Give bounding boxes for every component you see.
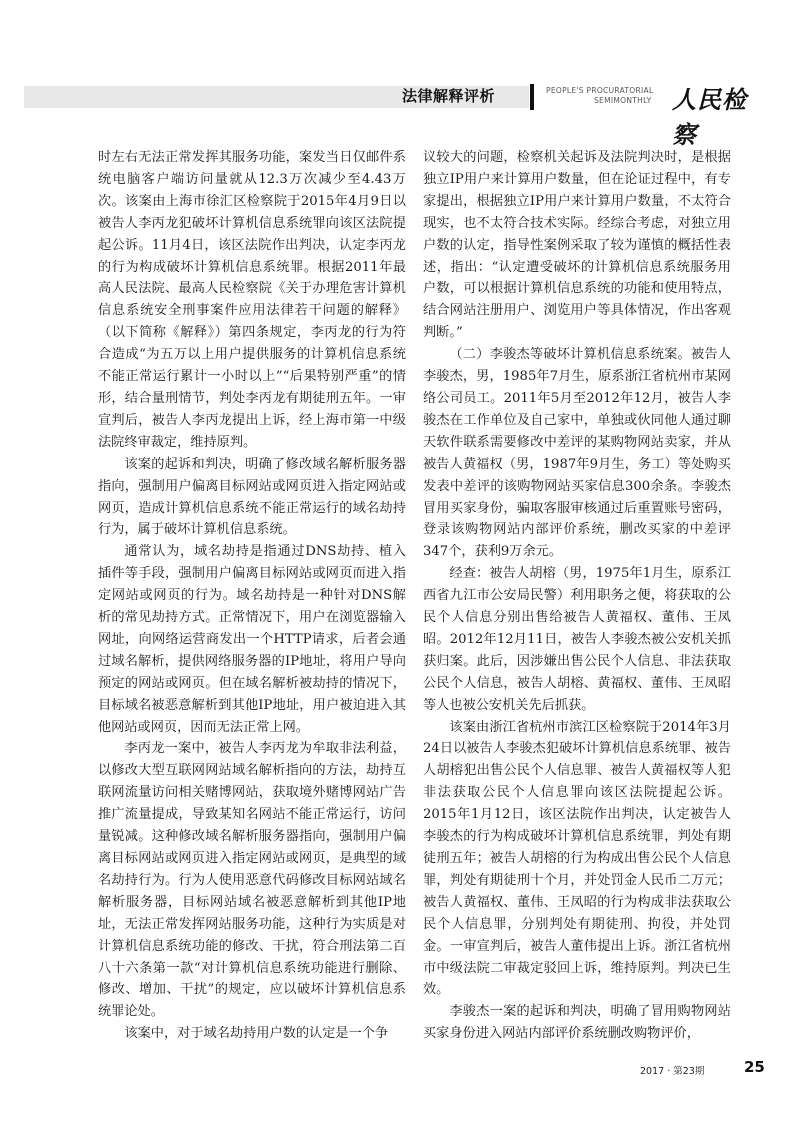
- left-column: [98, 147, 406, 1045]
- masthead-english-line2: SEMIMONTHLY: [594, 96, 652, 105]
- paragraph: （二）李骏杰等破坏计算机信息系统案。被告人李骏杰，男，1985年7月生，原系浙江省杭州市某网络公司员工。2011年5月至2012年12月，被告人李骏杰在工作单位及自己家中，单独或伙同他人通过聊天软件联系需要修改中差评的某购物网站卖家，并从被告人黄福权（男，1987年9月生，务工）等处购买发表中差评的该购物网站买家信息300余条。李骏杰冒用买家身份，骗取客服审核通过后重置账号密码，登录该购物网站内部评价系统，删改买家的中差评347个，获利9万余元。: [423, 347, 731, 560]
- paragraph: 通常认为，域名劫持是指通过DNS劫持、植入插件等手段，强制用户偏离目标网站或网页而进入指定网站或网页的行为。域名劫持是一种针对DNS解析的常见劫持方式。正常情况下，用户在浏览器输入网址，向网络运营商发出一个HTTP请求，后者会通过域名解析，提供网络服务器的IP地址，将用户导向预定的网站或网页。但在域名解析被劫持的情况下，目标域名被恶意解析到其他IP地址，用户被迫进入其他网站或网页，因而无法正常上网。: [98, 544, 406, 735]
- issue-label: 2017 · 第23期: [640, 1066, 705, 1077]
- masthead-english: [546, 86, 653, 106]
- header-divider-bar: [530, 84, 534, 110]
- paragraph: 议较大的问题，检察机关起诉及法院判决时，是根据独立IP用户来计算用户数量，但在论证过程中，有专家提出，根据独立IP用户来计算用户数量，不太符合现实，也不太符合技术实际。经综合考虑，对独立用户数的认定，指导性案例采取了较为谨慎的概括性表述，指出：“认定遭受破坏的计算机信息系统服务用户数，可以根据计算机信息系统的功能和使用特点，结合网站注册用户、浏览用户等具体情况，作出客观判断。”: [423, 150, 731, 341]
- paragraph: 时左右无法正常发挥其服务功能，案发当日仅邮件系统电脑客户端访问量就从12.3万次减少至4.43万次。该案由上海市徐汇区检察院于2015年4月9日以被告人李丙龙犯破坏计算机信息系统罪向该区法院提起公诉。11月4日，该区法院作出判决，认定李丙龙的行为构成破坏计算机信息系统罪。根据2011年最高人民法院、最高人民检察院《关于办理危害计算机信息系统安全刑事案件应用法律若干问题的解释》（以下简称《解释》）第四条规定，李丙龙的行为符合造成“为五万以上用户提供服务的计算机信息系统不能正常运行累计一小时以上”“后果特别严重”的情形，结合量刑情节，判处李丙龙有期徒刑五年。一审宣判后，被告人李丙龙提出上诉，经上海市第一中级法院终审裁定，维持原判。: [98, 150, 406, 450]
- section-title: 法律解释评析: [402, 87, 496, 105]
- paragraph: 李骏杰一案的起诉和判决，明确了冒用购物网站买家身份进入网站内部评价系统删改购物评价，: [423, 1004, 731, 1042]
- paragraph: 经查：被告人胡榕（男，1975年1月生，原系江西省九江市公安局民警）利用职务之便，将获取的公民个人信息分别出售给被告人黄福权、董伟、王凤昭。2012年12月11日，被告人李骏杰被公安机关抓获归案。此后，因涉嫌出售公民个人信息、非法获取公民个人信息，被告人胡榕、黄福权、董伟、王凤昭等人也被公安机关先后抓获。: [423, 566, 731, 713]
- paragraph: 该案的起诉和判决，明确了修改域名解析服务器指向，强制用户偏离目标网站或网页进入指定网站或网页，造成计算机信息系统不能正常运行的域名劫持行为，属于破坏计算机信息系统。: [98, 456, 406, 538]
- page-header: [24, 84, 769, 149]
- right-column: [423, 147, 731, 1045]
- paragraph: 该案中，对于域名劫持用户数的认定是一个争: [124, 1026, 389, 1042]
- paragraph: 该案由浙江省杭州市滨江区检察院于2014年3月24日以被告人李骏杰犯破坏计算机信息系统罪、被告人胡榕犯出售公民个人信息罪、被告人黄福权等人犯非法获取公民个人信息罪向该区法院提起公诉。2015年1月12日，该区法院作出判决，认定被告人李骏杰的行为构成破坏计算机信息系统罪，判处有期徒刑五年；被告人胡榕的行为构成出售公民个人信息罪，判处有期徒刑十个月，并处罚金人民币二万元；被告人黄福权、董伟、王凤昭的行为构成非法获取公民个人信息罪，分别判处有期徒刑、拘役，并处罚金。一审宣判后，被告人董伟提出上诉。浙江省杭州市中级法院二审裁定驳回上诉，维持原判。判决已生效。: [423, 719, 731, 998]
- masthead-english-line1: PEOPLE'S PROCURATORIAL: [546, 86, 654, 95]
- masthead-logo: 人民检察: [672, 85, 747, 149]
- paragraph: 李丙龙一案中，被告人李丙龙为牟取非法利益，以修改大型互联网网站域名解析指向的方法，劫持互联网流量访问相关赌博网站，获取境外赌博网站广告推广流量提成，导致某知名网站不能正常运行，访问量锐减。这种修改域名解析服务器指向，强制用户偏离目标网站或网页进入指定网站或网页，是典型的域名劫持行为。行为人使用恶意代码修改目标网站域名解析服务器，目标网站域名被恶意解析到其他IP地址，无法正常发挥网站服务功能，这种行为实质是对计算机信息系统功能的修改、干扰，符合刑法第二百八十六条第一款“对计算机信息系统功能进行删除、修改、增加、干扰”的规定，应以破坏计算机信息系统罪论处。: [98, 741, 406, 1020]
- page-number: 25: [744, 1058, 765, 1076]
